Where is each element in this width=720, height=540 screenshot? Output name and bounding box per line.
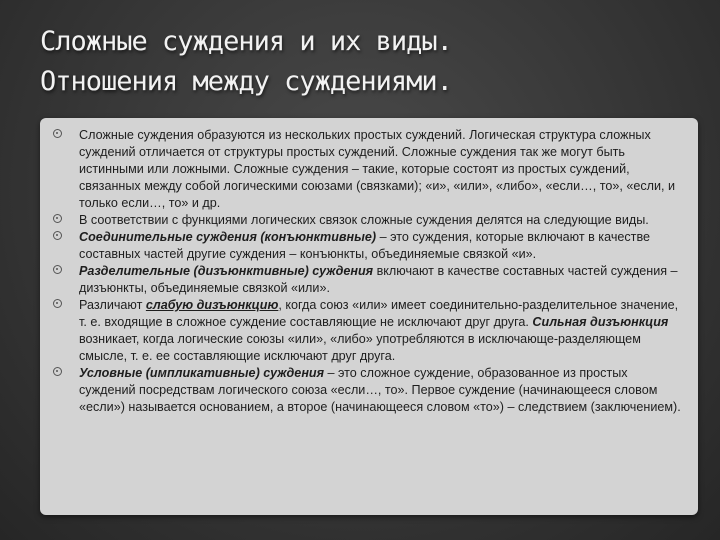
list-item bbox=[46, 263, 684, 297]
bullet-icon bbox=[53, 299, 62, 308]
term-implicative: Условные (импликативные) суждения bbox=[79, 366, 325, 380]
bullet-1-text: Сложные суждения образуются из нескольких простых суждений. Логическая структура сложных суждений отличается от структуры простых суждений. Сложные суждения так же могут быть истинными или ложными. Сложные суждения – такие, которые состоят из простых суждений, связанных между собой логическими союзами (связками); «и», «или», «либо», «если…, то», «если, и только если…, то» и др. bbox=[79, 128, 676, 210]
list-item bbox=[46, 212, 684, 229]
bullet-text bbox=[79, 212, 684, 229]
slide-title bbox=[40, 22, 680, 102]
bullet-text bbox=[79, 263, 684, 297]
bullet-5-pre: Различают bbox=[79, 298, 146, 312]
term-conjunctive: Соединительные суждения (конъюнктивные) bbox=[79, 230, 377, 244]
list-item bbox=[46, 127, 684, 212]
term-weak-disjunction: слабую дизъюнкцию bbox=[145, 298, 279, 312]
bullet-5-mid: , когда союз «или» имеет соединительно-разделительное значение, т. е. входящие в сложное суждение составляющие не исключают друг друга. bbox=[79, 298, 679, 329]
term-strong-disjunction: Сильная дизъюнкция bbox=[532, 315, 669, 329]
bullet-icon bbox=[53, 265, 62, 274]
content-panel bbox=[40, 118, 698, 515]
title-line-2: Отношения между суждениями. bbox=[40, 66, 452, 97]
bullet-4-rest: включают в качестве составных частей суждения – дизъюнкты, объединяемые связкой «или». bbox=[79, 264, 678, 295]
bullet-icon bbox=[53, 214, 62, 223]
bullet-icon bbox=[53, 231, 62, 240]
bullet-text bbox=[79, 365, 684, 416]
bullet-3-rest: – это суждения, которые включают в качестве составных частей другие суждения – конъюнкты, объединяемые связкой «и». bbox=[79, 230, 651, 261]
term-disjunctive: Разделительные (дизъюнктивные) суждения bbox=[79, 264, 374, 278]
bullet-list bbox=[40, 118, 698, 416]
list-item bbox=[46, 229, 684, 263]
bullet-2-text: В соответствии с функциями логических связок сложные суждения делятся на следующие виды. bbox=[79, 213, 649, 227]
bullet-text bbox=[79, 229, 684, 263]
bullet-text bbox=[79, 297, 684, 365]
list-item bbox=[46, 365, 684, 416]
bullet-icon bbox=[53, 129, 62, 138]
bullet-text bbox=[79, 127, 684, 212]
bullet-5-rest: возникает, когда логические союзы «или», «либо» употребляются в исключающе-разделяющем смысле, т. е. ее составляющие исключают друг друга. bbox=[79, 332, 641, 363]
list-item bbox=[46, 297, 684, 365]
bullet-6-rest: – это сложное суждение, образованное из простых суждений посредствам логического союза «если…, то». Первое суждение (начинающееся словом «если») называется основанием, а второе (начинающееся словом «то») – следствием (заключением). bbox=[79, 366, 681, 414]
title-line-1: Сложные суждения и их виды. bbox=[40, 26, 452, 57]
bullet-icon bbox=[53, 367, 62, 376]
